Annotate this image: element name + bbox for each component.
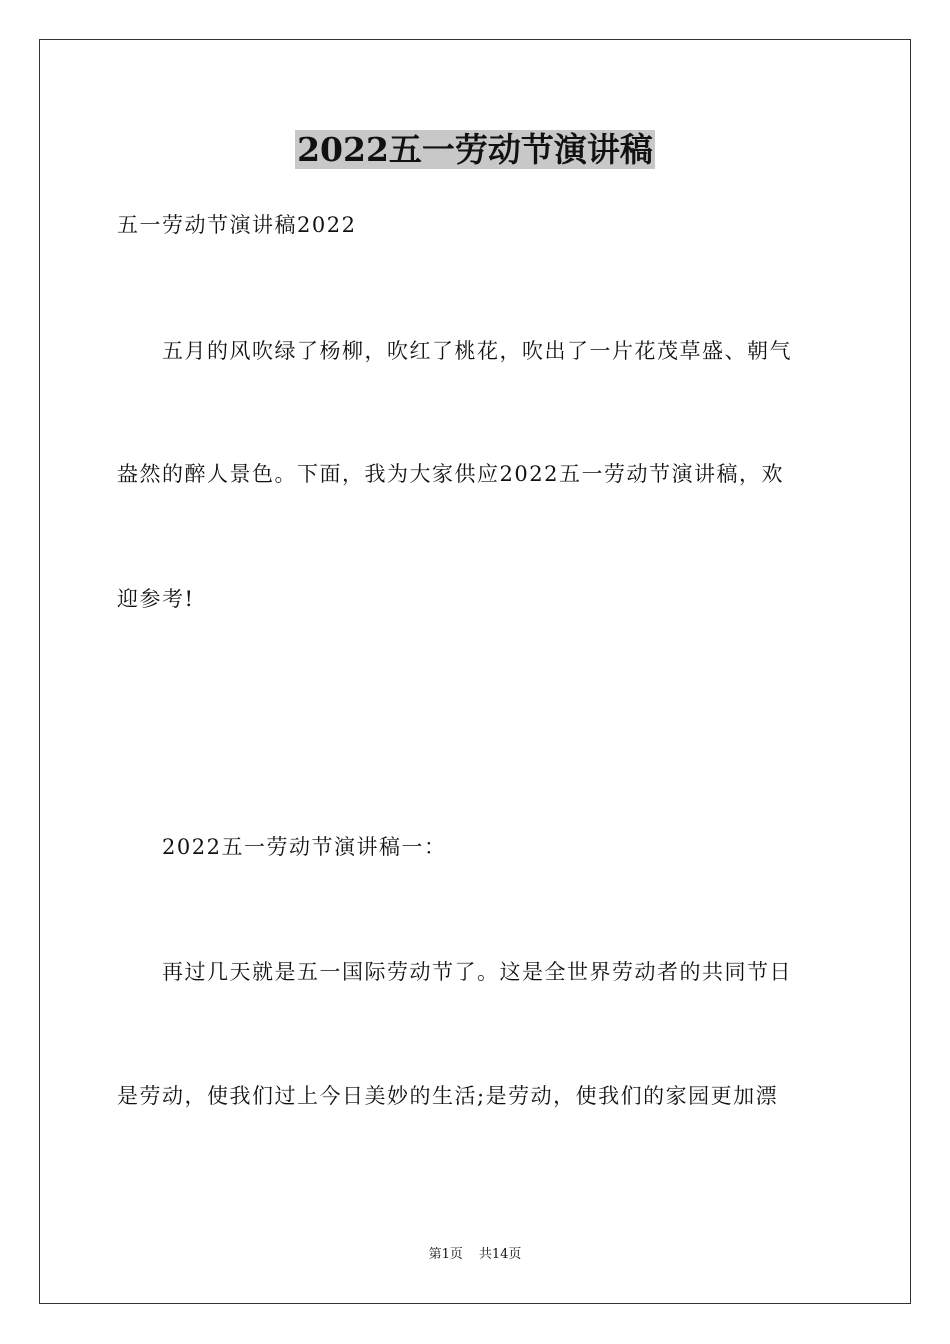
document-subtitle: 五一劳动节演讲稿2022 (117, 213, 357, 237)
document-title (0, 128, 950, 172)
page-number: 第1页 (428, 1247, 463, 1262)
intro-line-3: 迎参考! (117, 587, 195, 611)
section-heading: 2022五一劳动节演讲稿一： (162, 835, 447, 859)
page-footer (0, 1246, 950, 1264)
body-line-1: 再过几天就是五一国际劳动节了。这是全世界劳动者的共同节日 (162, 960, 792, 984)
document-title-text: 2022五一劳动节演讲稿 (297, 130, 653, 169)
intro-line-1: 五月的风吹绿了杨柳，吹红了桃花，吹出了一片花茂草盛、朝气 (162, 339, 792, 363)
intro-line-2: 盎然的醉人景色。下面，我为大家供应2022五一劳动节演讲稿，欢 (117, 462, 784, 486)
body-line-2: 是劳动，使我们过上今日美妙的生活;是劳动，使我们的家园更加漂 (117, 1084, 779, 1108)
page-total: 共14页 (478, 1247, 522, 1262)
